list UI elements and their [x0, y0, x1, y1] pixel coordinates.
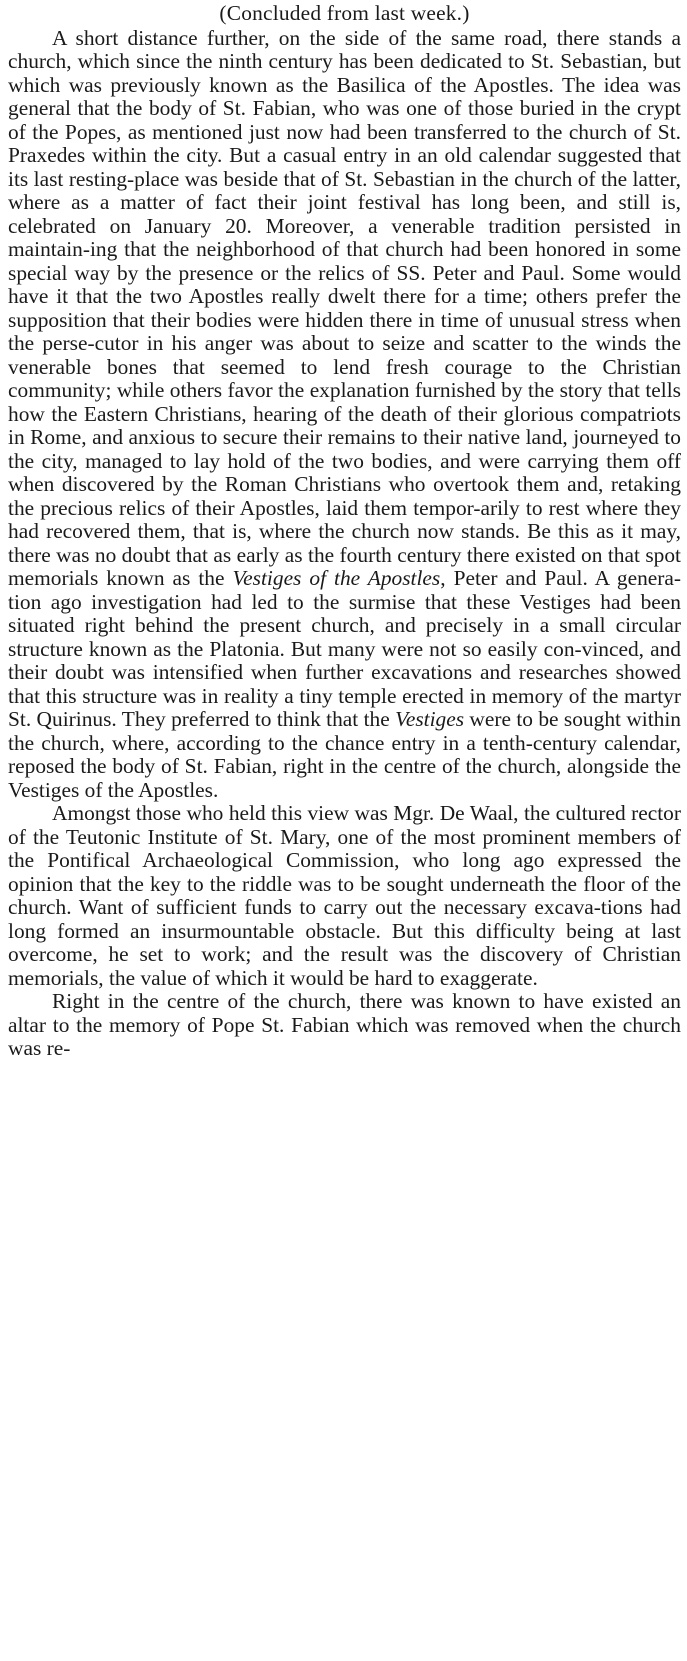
- paragraph-1-text-a: A short distance further, on the side of the same road, there stands a church, which since the ninth century has been dedicated to St. Sebastian, but which was previously known as the Basilica of the Apostles. The idea was general that the body of St. Fabian, who was one of those buried in the crypt of the Popes, as mentioned just now had been transferred to the church of St. Praxedes within the city. But a casual entry in an old calendar suggested that its last resting-place was beside that of St. Sebastian in the church of the latter, where as a matter of fact their joint festival has long been, and still is, celebrated on January 20. Moreover, a venerable tradition persisted in maintain-ing that the neighborhood of that church had been honored in some special way by the presence or the relics of SS. Peter and Paul. Some would have it that the two Apostles really dwelt there for a time; others prefer the supposition that their bodies were hidden there in time of unusual stress when the perse-cutor in his anger was about to seize and scatter to the winds the venerable bones that seemed to lend fresh courage to the Christian community; while others favor the explanation furnished by the story that tells how the Eastern Christians, hearing of the death of their glorious compatriots in Rome, and anxious to secure their remains to their native land, journeyed to the city, managed to lay hold of the two bodies, and were carrying them off when discovered by the Roman Christians who overtook them and, retaking the precious relics of their Apostles, laid them tempor-arily to rest where they had recovered them, that is, where the church now stands. Be this as it may, there was no doubt that as early as the fourth century there existed on that spot memorials known as the: [8, 25, 681, 590]
- paragraph-3: [8, 990, 681, 1061]
- paragraph-1-italic-vestiges-of-apostles: Vestiges of the Apostles: [232, 566, 441, 590]
- article-heading: (Concluded from last week.): [219, 1, 470, 25]
- paragraph-1-italic-vestiges: Vestiges: [395, 707, 465, 731]
- paragraph-2: [8, 802, 681, 990]
- paragraph-2-text: Amongst those who held this view was Mgr. De Waal, the cultured rector of the Teutonic Institute of St. Mary, one of the most prominent members of the Pontifical Archaeological Commission, who long ago expressed the opinion that the key to the riddle was to be sought underneath the floor of the church. Want of sufficient funds to carry out the necessary excava-tions had long formed an insurmountable obstacle. But this difficulty being at last overcome, he set to work; and the result was the discovery of Christian memorials, the value of which it would be hard to exaggerate.: [8, 801, 681, 990]
- paragraph-1: [8, 27, 681, 803]
- paragraph-1-text-b: , Peter and Paul. A genera-tion ago investigation had led to the surmise that these Vestiges had been situated right behind the present church, and precisely in a small circular structure known as the Platonia. But many were not so easily con-vinced, and their doubt was intensified when further excavations and researches showed that this structure was in reality a tiny temple erected in memory of the martyr St. Quirinus. They preferred to think that the: [8, 566, 681, 731]
- paragraph-3-text: Right in the centre of the church, there was known to have existed an altar to the memory of Pope St. Fabian which was removed when the church was re-: [8, 989, 681, 1060]
- paragraph-1-text-c: were to be sought within the church, where, according to the chance entry in a tenth-century calendar, reposed the body of St. Fabian, right in the centre of the church, alongside the Vestiges of the Apostles.: [8, 707, 682, 802]
